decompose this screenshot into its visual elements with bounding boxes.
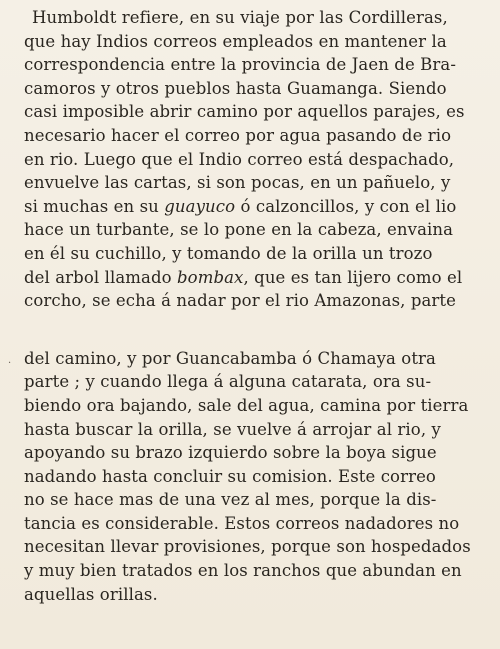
text-line: corcho, se echa á nadar por el rio Amazonas, parte xyxy=(24,291,457,311)
text-line: necesitan llevar provisiones, porque son hospedados xyxy=(24,537,471,557)
text-line: biendo ora bajando, sale del agua, camina por tierra xyxy=(24,395,469,415)
text-segment: ó calzoncillos, y con el lio xyxy=(235,196,457,216)
text-line: aquellas orillas. xyxy=(24,584,158,604)
text-line: en rio. Luego que el Indio correo está despachado, xyxy=(24,149,455,169)
text-line: correspondencia entre la provincia de Jaen de Bra- xyxy=(24,55,457,75)
text-line: necesario hacer el correo por agua pasando de rio xyxy=(24,125,452,145)
paragraph-2 xyxy=(24,347,490,607)
margin-mark: · xyxy=(8,358,12,369)
text-line: camoros y otros pueblos hasta Guamanga. Siendo xyxy=(24,78,447,98)
text-line: hace un turbante, se lo pone en la cabeza, envaina xyxy=(24,220,454,240)
text-line: y muy bien tratados en los ranchos que abundan en xyxy=(24,561,462,581)
text-segment: del arbol llamado xyxy=(24,267,178,287)
text-line xyxy=(24,195,490,219)
text-line: hasta buscar la orilla, se vuelve á arrojar al rio, y xyxy=(24,419,441,439)
text-line: apoyando su brazo izquierdo sobre la boya sigue xyxy=(24,443,437,463)
text-segment: si muchas en su xyxy=(24,196,165,216)
text-line: nadando hasta concluir su comision. Este correo xyxy=(24,466,436,486)
text-line: envuelve las cartas, si son pocas, en un pañuelo, y xyxy=(24,173,451,193)
text-line: Humboldt refiere, en su viaje por las Cordilleras, xyxy=(32,8,448,27)
text-line: del camino, y por Guancabamba ó Chamaya otra xyxy=(24,348,436,368)
italic-word: guayuco xyxy=(164,196,236,216)
italic-word: bombax xyxy=(177,267,244,287)
text-line: en él su cuchillo, y tomando de la orilla un trozo xyxy=(24,243,433,263)
text-line: tancia es considerable. Estos correos nadadores no xyxy=(24,513,460,533)
text-line: parte ; y cuando llega á alguna catarata, ora su- xyxy=(24,372,432,392)
text-segment: , que es tan lijero como el xyxy=(243,267,463,287)
text-line: que hay Indios correos empleados en mantener la xyxy=(24,31,447,51)
paragraph-gap xyxy=(24,313,490,347)
text-line: no se hace mas de una vez al mes, porque la dis- xyxy=(24,490,437,510)
text-line: casi imposible abrir camino por aquellos parajes, es xyxy=(24,102,465,122)
text-line xyxy=(24,266,490,290)
paragraph-1 xyxy=(24,6,490,313)
